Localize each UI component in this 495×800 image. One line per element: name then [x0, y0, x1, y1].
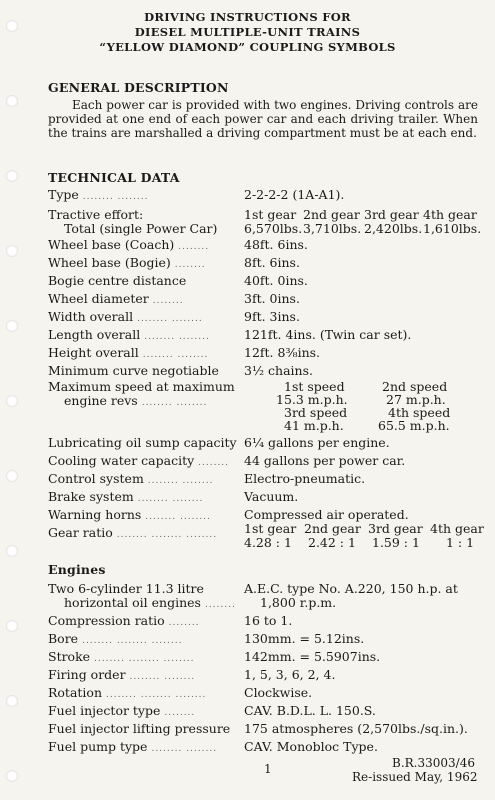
spec-sublabel: engine revs [64, 393, 138, 408]
punch-hole [6, 620, 18, 632]
spec-label: Minimum curve negotiable [48, 363, 219, 378]
spec-label: Firing order [48, 667, 126, 682]
spec-value-line-2: 1,800 r.p.m. [260, 595, 337, 610]
gear-value: 6,570lbs. [244, 221, 303, 236]
gear-value: 1 : 1 [446, 535, 475, 550]
gear-value: 1,610lbs. [423, 221, 482, 236]
speed-value: 41 m.p.h. [284, 418, 344, 433]
speed-gear: 4th speed [388, 405, 451, 420]
reissue-date: Re-issued May, 1962 [352, 770, 478, 784]
title-line-1: DRIVING INSTRUCTIONS FOR [144, 10, 351, 24]
document-title [0, 10, 495, 55]
gear-value: 3,710lbs. [303, 221, 362, 236]
gear-header: 4th gear [423, 207, 477, 222]
engines-heading: Engines [48, 562, 106, 577]
punch-hole [6, 395, 18, 407]
spec-label: Length overall [48, 327, 141, 342]
gear-header: 2nd gear [304, 521, 361, 536]
spec-value: Vacuum. [244, 489, 299, 504]
spec-label: Height overall [48, 345, 139, 360]
leader-dots: ........ [168, 618, 200, 628]
leader-dots: ........ ........ [129, 672, 196, 682]
spec-value: 121ft. 4ins. (Twin car set). [244, 327, 412, 342]
spec-label: Stroke [48, 649, 91, 664]
punch-hole [6, 95, 18, 107]
spec-value: 130mm. = 5.12ins. [244, 631, 365, 646]
spec-label: Width overall [48, 309, 134, 324]
punch-hole [6, 470, 18, 482]
leader-dots: ........ ........ [145, 512, 211, 522]
gear-header: 2nd gear [303, 207, 360, 222]
speed-value: 15.3 m.p.h. [276, 392, 348, 407]
spec-value: Clockwise. [244, 685, 313, 700]
spec-value: 3ft. 0ins. [244, 291, 300, 306]
speed-gear: 3rd speed [284, 405, 348, 420]
spec-label: Bore [48, 631, 79, 646]
punch-hole [6, 695, 18, 707]
spec-value: 40ft. 0ins. [244, 273, 308, 288]
spec-value: 3½ chains. [244, 363, 313, 378]
document-reference: B.R.33003/46 [392, 756, 475, 770]
spec-label: Type [48, 187, 79, 202]
punch-hole [6, 320, 18, 332]
spec-label: Lubricating oil sump capacity [48, 435, 237, 450]
title-line-3: “YELLOW DIAMOND” COUPLING SYMBOLS [99, 40, 396, 54]
leader-dots: ........ ........ ........ [82, 636, 183, 646]
spec-value: 16 to 1. [244, 613, 293, 628]
spec-sublabel: horizontal oil engines [64, 595, 201, 610]
leader-dots: ........ ........ [137, 494, 204, 504]
punch-hole [6, 245, 18, 257]
spec-value: 48ft. 6ins. [244, 237, 308, 252]
leader-dots: ........ [178, 242, 210, 252]
speed-value: 27 m.p.h. [386, 392, 446, 407]
leader-dots: ........ [174, 260, 206, 270]
spec-value: 142mm. = 5.5907ins. [244, 649, 381, 664]
spec-label: Warning horns [48, 507, 142, 522]
spec-label: Tractive effort: [48, 207, 144, 222]
speed-value: 65.5 m.p.h. [378, 418, 450, 433]
spec-value: Compressed air operated. [244, 507, 409, 522]
spec-value: 9ft. 3ins. [244, 309, 300, 324]
spec-value: 175 atmospheres (2,570lbs./sq.in.). [244, 721, 468, 736]
leader-dots: ........ ........ [142, 350, 209, 360]
spec-label: Maximum speed at maximum [48, 379, 235, 394]
leader-dots: ........ [152, 296, 184, 306]
spec-row-engines [48, 582, 488, 610]
gear-header: 3rd gear [368, 521, 423, 536]
spec-value: CAV. B.D.L. L. 150.S. [244, 703, 376, 718]
gear-value: 4.28 : 1 [244, 535, 292, 550]
spec-value: A.E.C. type No. A.220, 150 h.p. at [244, 581, 458, 596]
leader-dots: ........ ........ [82, 192, 149, 202]
spec-label: Fuel injector lifting pressure [48, 721, 231, 736]
spec-value: 2-2-2-2 (1A-A1). [244, 187, 345, 202]
leader-dots: ........ ........ [137, 314, 203, 324]
spec-label: Cooling water capacity [48, 453, 195, 468]
leader-dots: ........ ........ ........ [116, 530, 218, 540]
leader-dots: ........ ........ [144, 332, 210, 342]
gear-header: 3rd gear [364, 207, 419, 222]
punch-hole [6, 770, 18, 782]
punch-hole [6, 170, 18, 182]
leader-dots: ........ ........ ........ [106, 690, 207, 700]
spec-label: Fuel injector type [48, 703, 161, 718]
spec-sublabel: Total (single Power Car) [64, 221, 218, 236]
spec-value: 6¼ gallons per engine. [244, 435, 390, 450]
general-description-heading: GENERAL DESCRIPTION [48, 80, 229, 95]
spec-label: Bogie centre distance [48, 273, 187, 288]
spec-label: Two 6-cylinder 11.3 litre [48, 581, 204, 596]
spec-value: 44 gallons per power car. [244, 453, 406, 468]
spec-label: Control system [48, 471, 144, 486]
spec-value: 1, 5, 3, 6, 2, 4. [244, 667, 336, 682]
page-number: 1 [264, 762, 272, 776]
spec-label: Rotation [48, 685, 103, 700]
spec-value: 12ft. 8⅜ins. [244, 345, 321, 360]
gear-value: 2,420lbs. [364, 221, 423, 236]
spec-label: Gear ratio [48, 525, 113, 540]
spec-value: 8ft. 6ins. [244, 255, 300, 270]
speed-gear: 2nd speed [382, 379, 448, 394]
spec-label: Wheel base (Coach) [48, 237, 175, 252]
spec-row-max-speed [48, 380, 488, 434]
title-line-2: DIESEL MULTIPLE-UNIT TRAINS [134, 25, 361, 39]
gear-value: 1.59 : 1 [372, 535, 420, 550]
gear-header: 1st gear [244, 207, 297, 222]
leader-dots: ........ ........ ........ [94, 654, 195, 664]
punch-hole [6, 545, 18, 557]
spec-row-gear-ratio [48, 521, 488, 554]
spec-label: Compression ratio [48, 613, 165, 628]
leader-dots: ........ ........ [151, 744, 218, 754]
leader-dots: ........ ........ [141, 398, 208, 408]
leader-dots: ........ [204, 600, 236, 610]
speed-gear: 1st speed [284, 379, 345, 394]
leader-dots: ........ [164, 708, 196, 718]
general-description-text: Each power car is provided with two engines. Driving controls are provided at one end of each power car and each driving trailer. When the trains are marshalled a driving compartment must be at each end. [48, 98, 478, 140]
spec-value: CAV. Monobloc Type. [244, 739, 378, 754]
spec-row-tractive-effort [48, 208, 488, 236]
gear-header: 4th gear [430, 521, 484, 536]
gear-value: 2.42 : 1 [308, 535, 356, 550]
spec-label: Wheel diameter [48, 291, 149, 306]
spec-label: Fuel pump type [48, 739, 148, 754]
spec-label: Wheel base (Bogie) [48, 255, 171, 270]
spec-label: Brake system [48, 489, 134, 504]
leader-dots: ........ ........ [147, 476, 214, 486]
technical-data-heading: TECHNICAL DATA [48, 170, 180, 185]
gear-header: 1st gear [244, 521, 297, 536]
leader-dots: ........ [198, 458, 230, 468]
spec-value: Electro-pneumatic. [244, 471, 366, 486]
